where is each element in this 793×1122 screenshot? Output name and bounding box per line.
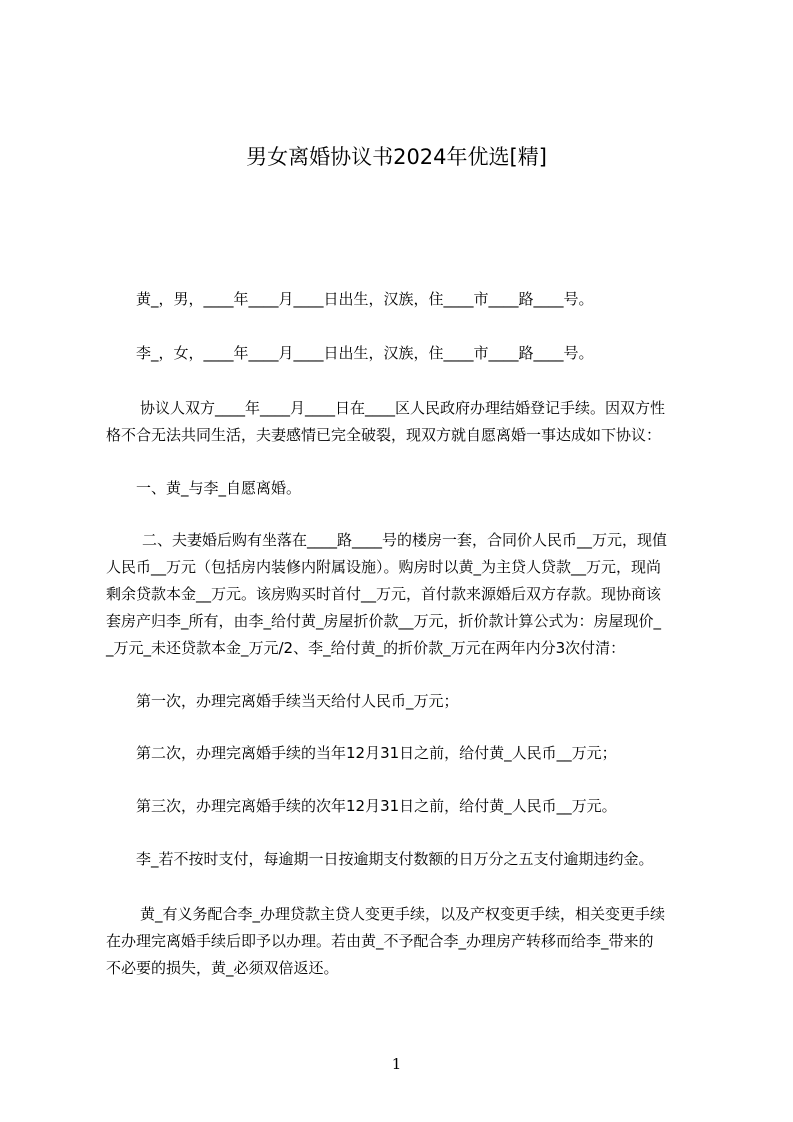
text-line: 一、黄_与李_自愿离婚。: [136, 479, 302, 497]
text-line: 李_，女，____年____月____日出生，汉族，住____市____路____号。: [136, 344, 594, 362]
third-payment-paragraph: [136, 793, 617, 820]
text-line: 黄_，男，____年____月____日出生，汉族，住____市____路____号。: [136, 290, 594, 308]
text-line: 套房产归李_所有，由李_给付黄_房屋折价款__万元，折价款计算公式为：房屋现价_: [106, 612, 662, 630]
text-line: 第三次，办理完离婚手续的次年12月31日之前，给付黄_人民币__万元。: [136, 797, 617, 815]
text-line: 在办理完离婚手续后即予以办理。若由黄_不予配合李_办理房产转移而给李_带来的: [106, 932, 654, 950]
clause-two-property-paragraph: [106, 527, 667, 662]
text-line: 人民币__万元（包括房内装修内附属设施）。购房时以黄_为主贷人贷款__万元，现尚: [106, 558, 662, 576]
text-line: 二、夫妻婚后购有坐落在____路____号的楼房一套，合同价人民币__万元，现值: [142, 531, 668, 549]
cooperation-obligation-paragraph: [106, 901, 665, 982]
text-line: 不必要的损失，黄_必须双倍返还。: [106, 959, 339, 977]
document-title: 男女离婚协议书2024年优选[精]: [246, 145, 547, 169]
text-line: 协议人双方____年____月____日在____区人民政府办理结婚登记手续。因双方性: [140, 399, 666, 417]
text-line: 剩余贷款本金__万元。该房购买时首付__万元，首付款来源婚后双方存款。现协商该: [106, 585, 662, 603]
first-payment-paragraph: [136, 688, 459, 715]
party-a-paragraph: [136, 286, 594, 313]
text-line: 第一次，办理完离婚手续当天给付人民币_万元；: [136, 692, 459, 710]
late-payment-penalty-paragraph: [136, 846, 654, 873]
text-line: _万元_未还贷款本金_万元/2、李_给付黄_的折价款_万元在两年内分3次付清：: [106, 639, 626, 657]
text-line: 李_若不按时支付，每逾期一日按逾期支付数额的日万分之五支付逾期违约金。: [136, 850, 654, 868]
second-payment-paragraph: [136, 740, 617, 767]
clause-one-paragraph: [136, 475, 301, 502]
party-b-paragraph: [136, 340, 594, 367]
page-number: 1: [391, 1055, 402, 1073]
text-line: 黄_有义务配合李_办理贷款主贷人变更手续，以及产权变更手续，相关变更手续: [140, 905, 666, 923]
agreement-intro-paragraph: [106, 395, 665, 449]
text-line: 第二次，办理完离婚手续的当年12月31日之前，给付黄_人民币__万元；: [136, 744, 617, 762]
text-line: 格不合无法共同生活，夫妻感情已完全破裂，现双方就自愿离婚一事达成如下协议：: [106, 426, 662, 444]
